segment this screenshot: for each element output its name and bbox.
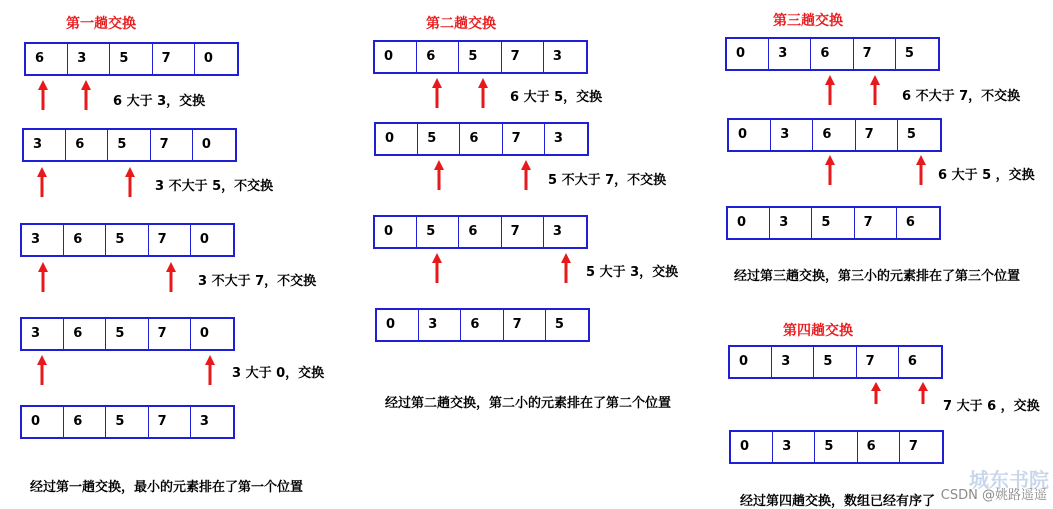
array-cell: 3 [769,39,811,69]
arrow-up-icon [433,160,445,190]
step-note: 3 不大于 5，不交换 [155,179,274,194]
array-cell: 3 [770,208,812,238]
arrow-up-icon [870,382,882,404]
array-cell: 3 [24,130,66,160]
array-row [726,206,941,240]
pass-2-summary: 经过第二趟交换，第二小的元素排在了第二个位置 [385,396,672,411]
array-cell: 6 [417,42,459,72]
array-cell: 3 [552,49,562,64]
array-cell: 7 [149,319,191,349]
pass-4-title: 第四趟交换 [783,323,853,339]
array-row [373,40,588,74]
array-cell: 7 [503,124,545,154]
arrow-up-icon [36,355,48,385]
array-cell: 5 [904,46,914,61]
array-cell: 6 [64,319,106,349]
arrow-up-icon [80,80,92,110]
watermark-logo: 城东书院 [969,468,1049,492]
array-cell: 0 [375,217,417,247]
array-cell: 0 [727,39,769,69]
array-row [22,128,237,162]
array-cell: 0 [199,232,209,247]
array-cell: 3 [773,432,815,462]
array-cell: 5 [418,124,460,154]
array-cell: 5 [108,130,150,160]
step-note: 6 大于 5，交换 [510,90,603,105]
array-cell: 0 [729,120,771,150]
array-cell: 3 [772,347,814,377]
array-cell: 6 [64,225,106,255]
array-cell: 0 [731,432,773,462]
array-cell: 6 [459,217,501,247]
step-note: 6 不大于 7，不交换 [902,89,1021,104]
array-row [24,42,239,76]
step-note: 6 大于 3，交换 [113,94,206,109]
array-cell: 0 [201,137,211,152]
step-note: 7 大于 6 ，交换 [943,399,1040,414]
array-cell: 6 [907,354,917,369]
arrow-up-icon [869,75,881,105]
array-cell: 5 [554,317,564,332]
array-cell: 7 [856,120,898,150]
array-cell: 7 [855,208,897,238]
arrow-up-icon [431,253,443,283]
pass-1-summary: 经过第一趟交换，最小的元素排在了第一个位置 [30,480,304,495]
array-cell: 3 [22,319,64,349]
array-cell: 7 [857,347,899,377]
step-note: 5 不大于 7，不交换 [548,173,667,188]
array-cell: 3 [419,310,461,340]
arrow-up-icon [915,155,927,185]
step-note: 6 大于 5 ，交换 [938,168,1035,183]
arrow-up-icon [165,262,177,292]
arrow-up-icon [560,253,572,283]
array-cell: 6 [460,124,502,154]
array-row [373,215,588,249]
arrow-up-icon [37,80,49,110]
array-cell: 3 [552,224,562,239]
array-cell: 0 [22,407,64,437]
array-cell: 0 [203,51,213,66]
array-row [20,317,235,351]
arrow-up-icon [824,75,836,105]
array-cell: 5 [906,127,916,142]
array-cell: 0 [375,42,417,72]
pass-4-summary: 经过第四趟交换，数组已经有序了 [740,494,936,509]
arrow-up-icon [124,167,136,197]
array-cell: 7 [149,225,191,255]
array-cell: 6 [461,310,503,340]
array-cell: 6 [905,215,915,230]
arrow-up-icon [204,355,216,385]
pass-3-title: 第三趟交换 [773,13,843,29]
step-note: 5 大于 3，交换 [586,265,679,280]
array-row [20,405,235,439]
array-cell: 7 [502,217,544,247]
array-row [729,430,944,464]
array-cell: 0 [376,124,418,154]
array-row [728,345,943,379]
array-cell: 6 [813,120,855,150]
array-cell: 5 [815,432,857,462]
array-row [727,118,942,152]
array-cell: 6 [66,130,108,160]
arrow-up-icon [824,155,836,185]
pass-2-title: 第二趟交换 [426,16,496,32]
step-note: 3 大于 0，交换 [232,366,325,381]
watermark-text: CSDN @姚路遥遥 [940,488,1047,503]
array-cell: 7 [854,39,896,69]
array-cell: 7 [151,130,193,160]
array-cell: 5 [459,42,501,72]
pass-1-title: 第一趟交换 [66,16,136,32]
array-row [374,122,589,156]
array-cell: 7 [504,310,546,340]
array-cell: 5 [106,407,148,437]
array-cell: 7 [153,44,195,74]
array-cell: 5 [110,44,152,74]
array-cell: 0 [377,310,419,340]
array-cell: 3 [22,225,64,255]
array-cell: 5 [814,347,856,377]
array-cell: 6 [811,39,853,69]
array-cell: 7 [908,439,918,454]
arrow-up-icon [36,167,48,197]
arrow-up-icon [431,78,443,108]
array-cell: 0 [728,208,770,238]
array-cell: 7 [149,407,191,437]
array-cell: 5 [417,217,459,247]
array-cell: 0 [199,326,209,341]
array-cell: 5 [812,208,854,238]
array-cell: 6 [64,407,106,437]
step-note: 3 不大于 7，不交换 [198,274,317,289]
array-cell: 0 [730,347,772,377]
array-cell: 6 [858,432,900,462]
array-row [725,37,940,71]
array-row [20,223,235,257]
arrow-up-icon [520,160,532,190]
arrow-up-icon [477,78,489,108]
array-cell: 3 [68,44,110,74]
array-cell: 3 [553,131,563,146]
array-cell: 5 [106,225,148,255]
array-cell: 3 [771,120,813,150]
array-row [375,308,590,342]
array-cell: 5 [106,319,148,349]
array-cell: 7 [502,42,544,72]
pass-3-summary: 经过第三趟交换，第三小的元素排在了第三个位置 [734,269,1021,284]
array-cell: 6 [26,44,68,74]
arrow-up-icon [37,262,49,292]
arrow-up-icon [917,382,929,404]
array-cell: 3 [199,414,209,429]
